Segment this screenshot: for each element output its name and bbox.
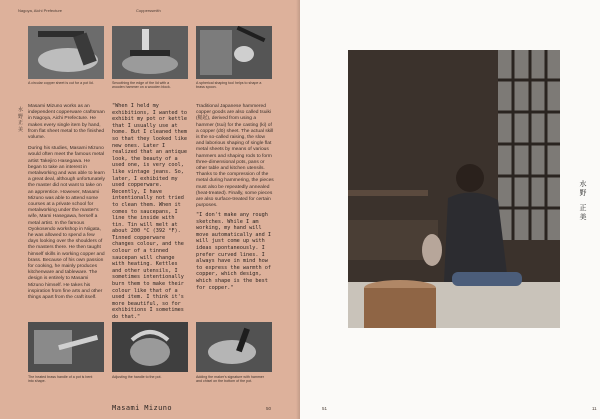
caption-bottom-1: The heated brass handle of a pot is bent into shape. [28,375,93,384]
quote-sketches: "I don't make any rough sketches. While I am working, my hand will move automatically and I will just come up with ideas spontaneously. I prefer curved lines. I always have in mind how to express the warmth of copper, which design, which shape is the best for copper." [196,212,271,291]
page-edge-number: 11 [592,406,597,411]
header-location: Nagoya, Aichi Prefecture [18,8,63,13]
story-paragraph: During his studies, Masami Mizuno would often meet the famous metal artist Takejiro Hasegawa. He began to take an interest in metalworking and was able to learn a great deal, although unfortunately the master did not want to take on an apprentice. However, Masami Mizuno was able to attend some courses at a private school for metalworking under the master's wife, Mami Hasegawa, herself a metal artist. In the famous Oyokosendo workshop in Niigata, he was allowed to spend a few days looking over the shoulders of the masters there. He then taught himself skills in working copper and brass. Because of his own passion for cooking, he mainly produces kitchenware and tableware. The design is entirely to Masami Mizuno himself. He takes his inspiration from fine arts and other things apart from the craft itself. [28,146,105,301]
photo-adjusting-handle [112,322,188,372]
photo-bending-handle [28,322,104,372]
caption-top-3: A spherical shaping tool helps to shape a brass spoon. [196,81,262,90]
photo-spherical-tool [196,26,272,79]
caption-top-2: Smoothing the edge of the lid with a wooden hammer on a wooden block. [112,81,171,90]
footer-name: Masami Mizuno [112,404,172,412]
photo-smoothing-lid [112,26,188,79]
kanji-name-vertical: 水野正美 [18,107,24,133]
photo-signature [196,322,272,372]
caption-bottom-3: Adding the maker's signature with hammer and chisel on the bottom of the pot. [196,375,265,384]
page-number-left: 50 [266,406,272,411]
right-column-text: Traditional Japanese hammered copper goods are also called tsuiki (槌起), derived from using a hammer (tsui) for the casting (ki) of a copper (dō) sheet. The actual skill is the so-called raising, the slow and laborious shaping of single flat metal sheets by means of various hammers and shaping rods to form three-dimensional pots, pans or other table and kitchen utensils. Thanks to the compression of the metal during hammering, the pieces must also be repeatedly annealed (heat-treated). Finally, some pieces are also surface-treated for certain purposes. [196,104,274,209]
page-number-right: 51 [322,406,328,411]
caption-bottom-2: Adjusting the handle to the pot. [112,375,162,379]
vertical-name-label [578,180,588,222]
right-page [300,0,600,419]
header-category: Copperssmith [136,8,161,13]
intro-paragraph: Masami Mizuno works as an independent copperware craftsman in Nagoya, Aichi Prefecture. He makes every single item by hand, from flat sheet metal to the finished volume. [28,104,105,141]
quote-exhibitions: "When I held my exhibitions, I wanted to exhibit my pot or kettle that I usually use at home. But I cleaned them so that they looked like new ones. Later I realized that an antique look, the beauty of a used one, is very cool, like vintage jeans. So, later, I exhibited my used copperware. Recently, I have intentionally not tried to clean them. When it comes to saucepans, I line the inside with tin. Tin will melt at about 200 °C (392 °F). Tinned copperware changes colour, and the colour of a tinned saucepan will change with heating. Kettles and other utensils, I sometimes intentionally burn them to make their colour like that of a used item. I think it's more beautiful, so for exhibitions I sometimes do that." [112,103,187,320]
vertical-char-2: 野 [579,189,587,197]
left-column [28,104,105,301]
vertical-char-4: 美 [579,213,587,221]
photo-craftsman-portrait [348,50,560,328]
photo-cutting-copper [28,26,104,79]
vertical-char-1: 水 [579,180,587,188]
vertical-char-3: 正 [579,204,587,212]
caption-top-1: A circular copper sheet is cut for a pot lid. [28,81,94,85]
